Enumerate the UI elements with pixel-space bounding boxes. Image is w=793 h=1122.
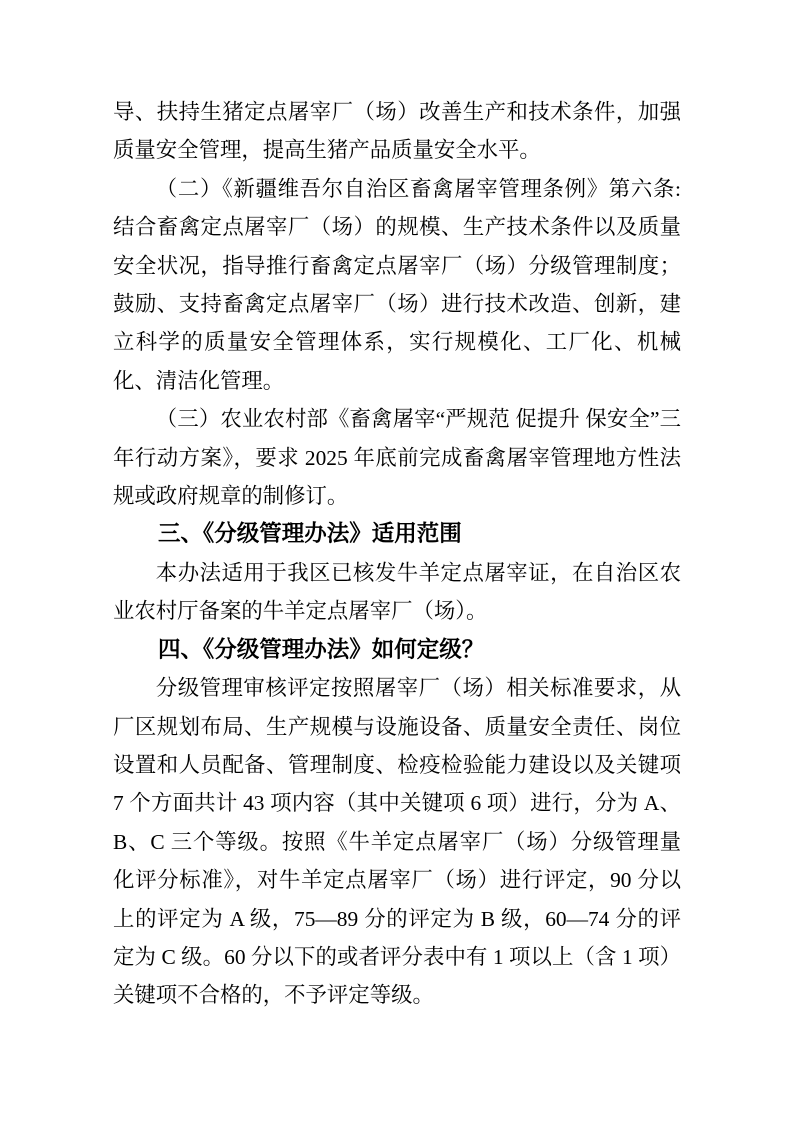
section-heading: 四、《分级管理办法》如何定级？: [158, 636, 485, 662]
document-body: [113, 93, 681, 1015]
paragraph: 导、扶持生猪定点屠宰厂（场）改善生产和技术条件，加强质量安全管理，提高生猪产品质量安全水平。: [113, 100, 681, 163]
section-heading: 三、《分级管理办法》适用范围: [158, 521, 462, 547]
paragraph: 分级管理审核评定按照屠宰厂（场）相关标准要求，从厂区规划布局、生产规模与设施设备、质量安全责任、岗位设置和人员配备、管理制度、检疫检验能力建设以及关键项 7 个方面共计 43 项内容（其中关键项 6 项）进行，分为 A、B、C 三个等级。按照《牛羊定点屠宰厂（场）分级管理量化评分标准》，对牛羊定点屠宰厂（场）进行评定，90 分以上的评定为 A 级，75—89 分的评定为 B 级，60—74 分的评定为 C 级。60 分以下的或者评分表中有 1 项以上（含 1 项）关键项不合格的，不予评定等级。: [113, 676, 681, 1008]
paragraph: （三）农业农村部《畜禽屠宰“严规范 促提升 保安全”三年行动方案》，要求 2025 年底前完成畜禽屠宰管理地方性法规或政府规章的制修订。: [113, 407, 681, 509]
paragraph: （二）《新疆维吾尔自治区畜禽屠宰管理条例》第六条:结合畜禽定点屠宰厂（场）的规模、生产技术条件以及质量安全状况，指导推行畜禽定点屠宰厂（场）分级管理制度；鼓励、支持畜禽定点屠宰厂（场）进行技术改造、创新，建立科学的质量安全管理体系，实行规模化、工厂化、机械化、清洁化管理。: [113, 176, 681, 393]
paragraph: 本办法适用于我区已核发牛羊定点屠宰证，在自治区农业农村厅备案的牛羊定点屠宰厂（场）。: [113, 560, 681, 624]
